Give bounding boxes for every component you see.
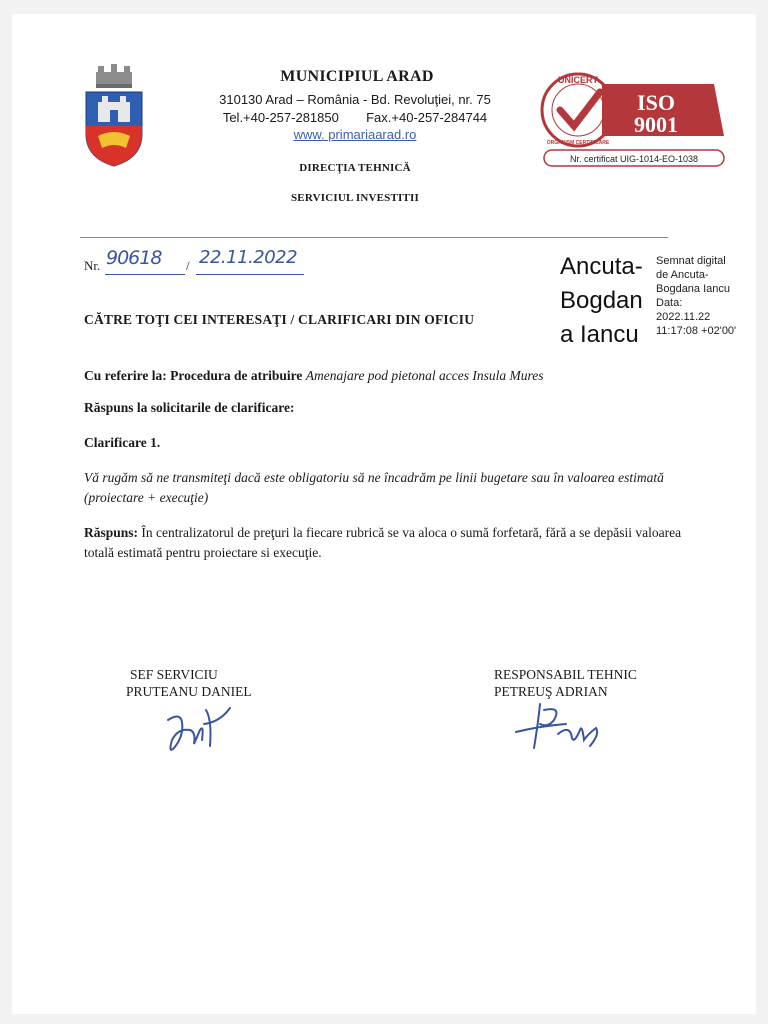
signature-detail: Data: bbox=[656, 297, 683, 309]
clarification-answer bbox=[84, 523, 704, 563]
phone: Tel.+40-257-281850 bbox=[222, 110, 339, 125]
addressee: CĂTRE TOŢI CEI INTERESAŢI / CLARIFICARI DIN OFICIU bbox=[84, 312, 475, 327]
clarification-title: Clarificare 1. bbox=[84, 435, 161, 450]
signature-detail: de Ancuta- bbox=[656, 269, 709, 281]
date-underline bbox=[196, 274, 304, 275]
handwritten-signature-right bbox=[510, 694, 610, 754]
contact-line bbox=[180, 110, 530, 125]
service: SERVICIUL INVESTITII bbox=[290, 192, 420, 204]
signature-detail: Bogdana Iancu bbox=[656, 283, 731, 295]
fax: Fax.+40-257-284744 bbox=[366, 110, 488, 125]
unicert-ring-label: UNICERT bbox=[558, 75, 598, 85]
iso-number: 9001 bbox=[634, 112, 678, 137]
answer-text: În centralizatorul de preţuri la fiecare rubrică se va aloca o sumă forfetară, fără a se depăsii valoarea totală estimată pentru proiectare si execuţie. bbox=[84, 525, 682, 560]
iso-label: ISO bbox=[637, 90, 675, 115]
responses-heading: Răspuns la solicitarile de clarificare: bbox=[84, 400, 295, 415]
number-underline bbox=[105, 274, 185, 275]
department: DIRECŢIA TEHNICĂ bbox=[299, 162, 411, 174]
reference-line bbox=[84, 366, 704, 386]
organism-ring-label: ORGANISM CERTIFICARE bbox=[546, 140, 610, 146]
digital-signature-name-line-1: Ancuta- bbox=[560, 253, 643, 280]
signatory-name: PRUTEANU DANIEL bbox=[126, 684, 252, 699]
signatory-role: SEF SERVICIU bbox=[130, 667, 218, 682]
certificate-number: Nr. certificat UIG-1014-EO-1038 bbox=[569, 154, 699, 164]
address: 310130 Arad – România - Bd. Revoluţiei, nr. 75 bbox=[219, 92, 491, 107]
procurement-object: Amenajare pod pietonal acces Insula Mures bbox=[305, 368, 544, 383]
iso-9001-certification-badge bbox=[538, 70, 728, 170]
signatory-name: PETREUŞ ADRIAN bbox=[494, 684, 608, 699]
website-link[interactable]: www. primariaarad.ro bbox=[293, 127, 417, 142]
digital-signature-details bbox=[656, 254, 756, 338]
handwritten-signature-left bbox=[160, 700, 240, 756]
registration-separator: / bbox=[186, 258, 190, 273]
institution-name: MUNICIPIUL ARAD bbox=[280, 68, 434, 85]
arad-coat-of-arms-icon bbox=[78, 62, 150, 170]
signature-detail: Semnat digital bbox=[656, 255, 726, 267]
registration-date: 22.11.2022 bbox=[199, 247, 298, 268]
signature-detail: 2022.11.22 bbox=[656, 311, 711, 323]
digital-signature-name-line-2: Bogdan bbox=[560, 287, 643, 314]
digital-signature-name-line-3: a Iancu bbox=[560, 321, 639, 348]
registration-number: 90618 bbox=[106, 247, 162, 269]
signature-detail: 11:17:08 +02'00' bbox=[656, 325, 737, 337]
clarification-question: Vă rugăm să ne transmiteţi dacă este obligatoriu să ne încadrăm pe linii bugetare sau în valoarea estimată (proiectare + execuţie) bbox=[84, 470, 664, 505]
signatory-role: RESPONSABIL TEHNIC bbox=[494, 667, 637, 682]
signatory-left bbox=[126, 666, 252, 700]
registration-label: Nr. bbox=[84, 258, 101, 273]
answer-label: Răspuns: bbox=[84, 525, 139, 540]
reference-label: Cu referire la: Procedura de atribuire bbox=[84, 368, 303, 383]
header-divider bbox=[80, 237, 668, 238]
